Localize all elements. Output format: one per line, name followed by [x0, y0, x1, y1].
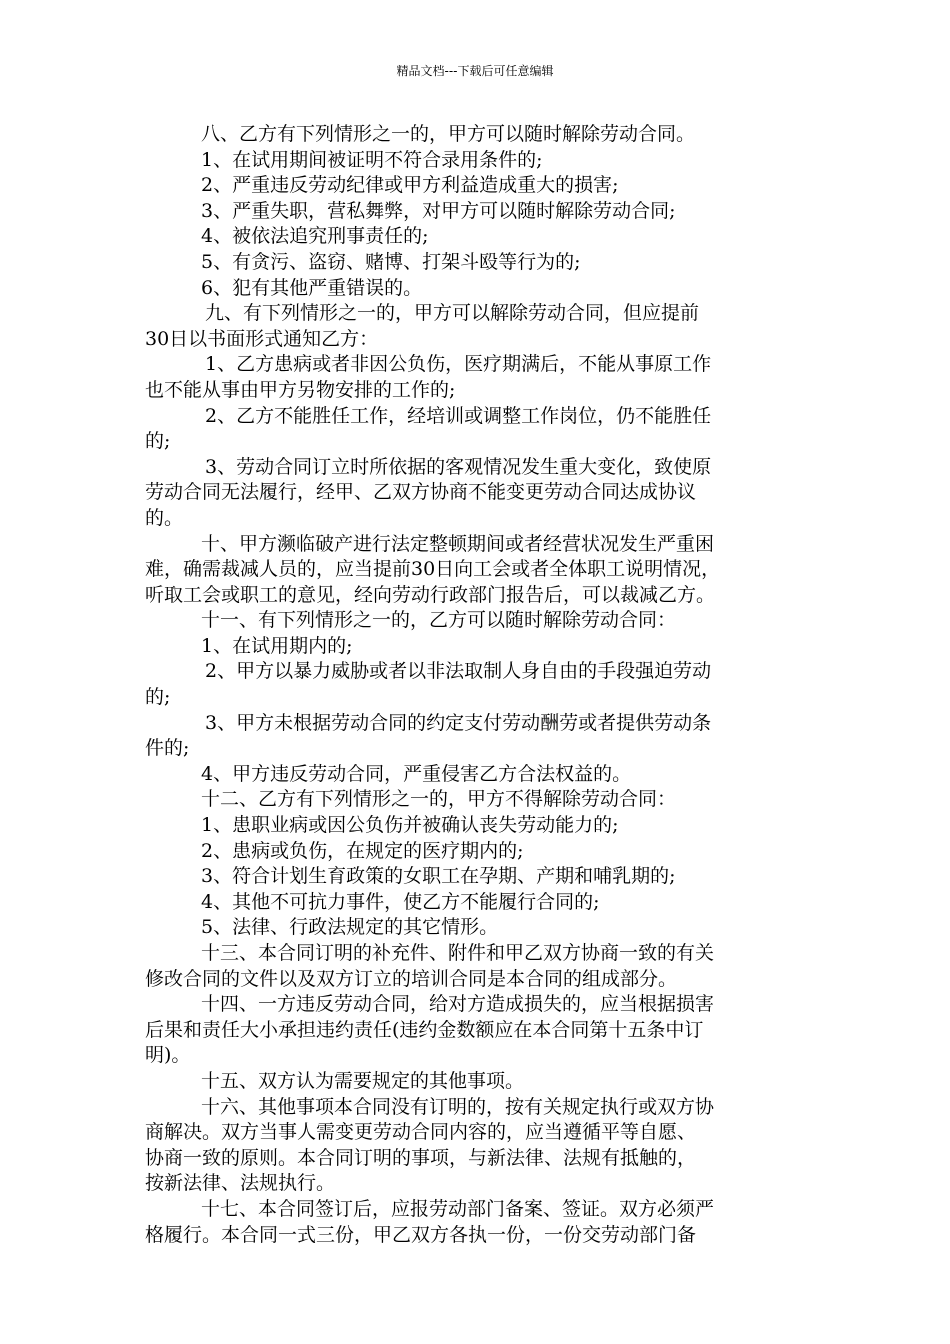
text-line: 30日以书面形式通知乙方： — [145, 327, 379, 350]
text-line: 格履行。本合同一式三份，甲乙双方各执一份，一份交劳动部门备 — [145, 1223, 697, 1246]
text-line: 十、甲方濒临破产进行法定整顿期间或者经营状况发生严重困 — [201, 532, 715, 555]
text-line: 的; — [145, 430, 171, 453]
text-line: 5、有贪污、盗窃、赌博、打架斗殴等行为的; — [201, 250, 581, 273]
text-line: 的; — [145, 686, 171, 709]
text-line: 十五、双方认为需要规定的其他事项。 — [201, 1069, 525, 1092]
text-line: 也不能从事由甲方另物安排的工作的; — [145, 378, 456, 401]
text-line: 1、在试用期内的; — [201, 634, 353, 657]
text-line: 劳动合同无法履行，经甲、乙双方协商不能变更劳动合同达成协议 — [145, 481, 697, 504]
text-line: 2、乙方不能胜任工作，经培训或调整工作岗位，仍不能胜任 — [205, 404, 712, 427]
text-line: 明)。 — [145, 1044, 191, 1067]
text-line: 1、乙方患病或者非因公负伤，医疗期满后，不能从事原工作 — [205, 353, 712, 376]
text-line: 的。 — [145, 506, 184, 529]
text-line: 件的; — [145, 737, 190, 760]
text-line: 十四、一方违反劳动合同，给对方造成损失的，应当根据损害 — [201, 993, 715, 1016]
text-line: 3、严重失职，营私舞弊，对甲方可以随时解除劳动合同; — [201, 199, 676, 222]
text-line: 2、严重违反劳动纪律或甲方利益造成重大的损害; — [201, 174, 619, 197]
text-line: 难，确需裁减人员的，应当提前30日向工会或者全体职工说明情况， — [145, 558, 721, 581]
text-line: 听取工会或职工的意见，经向劳动行政部门报告后，可以裁减乙方。 — [145, 583, 716, 606]
text-line: 1、在试用期间被证明不符合录用条件的; — [201, 148, 543, 171]
text-line: 八、乙方有下列情形之一的，甲方可以随时解除劳动合同。 — [201, 123, 696, 145]
text-line: 2、甲方以暴力威胁或者以非法取制人身自由的手段强迫劳动 — [205, 660, 712, 683]
text-line: 商解决。双方当事人需变更劳动合同内容的，应当遵循平等自愿、 — [145, 1121, 697, 1144]
text-line: 后果和责任大小承担违约责任(违约金数额应在本合同第十五条中订 — [145, 1018, 704, 1041]
text-line: 十三、本合同订明的补充件、附件和甲乙双方协商一致的有关 — [201, 942, 715, 964]
text-line: 十六、其他事项本合同没有订明的，按有关规定执行或双方协 — [201, 1095, 715, 1118]
text-line: 4、被依法追究刑事责任的; — [201, 225, 429, 248]
text-line: 九、有下列情形之一的，甲方可以解除劳动合同，但应提前 — [205, 302, 700, 325]
text-line: 2、患病或负伤，在规定的医疗期内的; — [201, 839, 524, 862]
text-line: 3、符合计划生育政策的女职工在孕期、产期和哺乳期的; — [201, 865, 676, 888]
text-line: 十七、本合同签订后，应报劳动部门备案、签证。双方必须严 — [201, 1197, 715, 1220]
text-line: 协商一致的原则。本合同订明的事项，与新法律、法规有抵触的， — [145, 1146, 697, 1169]
text-line: 6、犯有其他严重错误的。 — [201, 276, 423, 299]
text-line: 十一、有下列情形之一的，乙方可以随时解除劳动合同： — [201, 609, 677, 632]
text-line: 按新法律、法规执行。 — [145, 1172, 336, 1195]
text-line: 3、甲方未根据劳动合同的约定支付劳动酬劳或者提供劳动条 — [205, 711, 712, 734]
text-line: 5、法律、行政法规定的其它情形。 — [201, 916, 499, 939]
document-body — [145, 122, 810, 1248]
page-header: 精品文档---下载后可任意编辑 — [396, 64, 554, 78]
text-line: 修改合同的文件以及双方订立的培训合同是本合同的组成部分。 — [145, 967, 678, 990]
text-line: 十二、乙方有下列情形之一的，甲方不得解除劳动合同： — [201, 788, 677, 811]
text-line: 1、患职业病或因公负伤并被确认丧失劳动能力的; — [201, 814, 619, 837]
text-line: 3、劳动合同订立时所依据的客观情况发生重大变化，致使原 — [205, 455, 712, 478]
text-line: 4、甲方违反劳动合同，严重侵害乙方合法权益的。 — [201, 762, 632, 785]
text-line: 4、其他不可抗力事件，使乙方不能履行合同的; — [201, 890, 600, 913]
